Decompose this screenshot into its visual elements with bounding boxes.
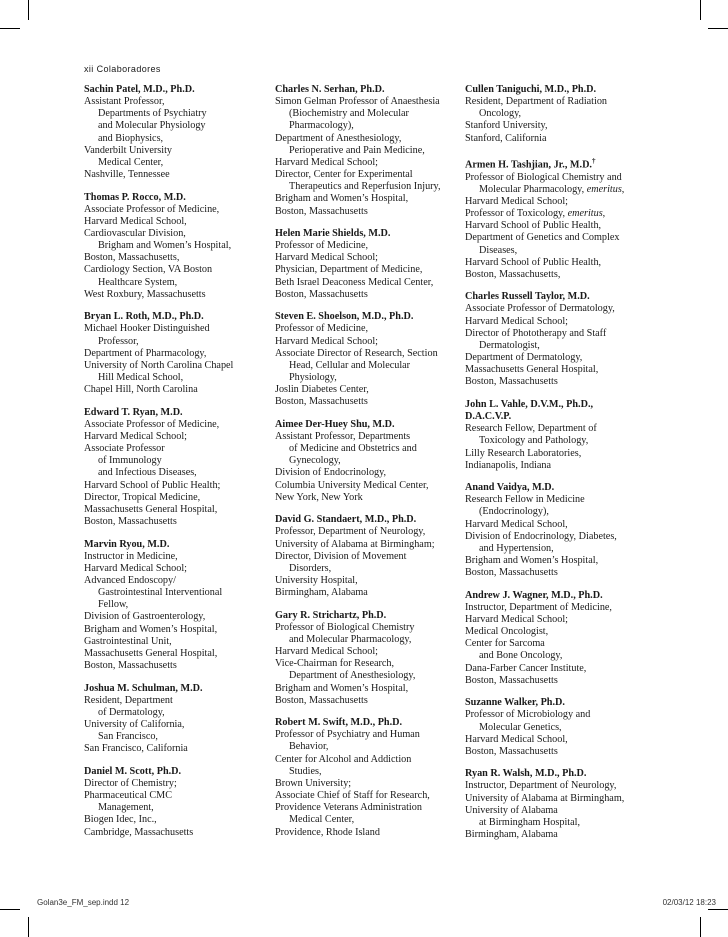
affiliation-line: Vice-Chairman for Research,: [275, 658, 395, 670]
affiliation-line: Indianapolis, Indiana: [465, 459, 552, 471]
affiliation-line: Birmingham, Alabama: [465, 829, 558, 841]
affiliation-line: and Hypertension,: [479, 542, 554, 554]
contributor-name: Gary R. Strichartz, Ph.D.: [275, 609, 387, 621]
contributor-name: Marvin Ryou, M.D.: [84, 538, 170, 550]
affiliation-line: Boston, Massachusetts: [84, 516, 177, 528]
affiliation-line: Brigham and Women’s Hospital,: [275, 193, 409, 205]
affiliation-line: Cambridge, Massachusetts: [84, 826, 194, 838]
affiliation-line: Boston, Massachusetts: [275, 288, 368, 300]
affiliation-line: Lilly Research Laboratories,: [465, 447, 582, 459]
affiliation-line: Toxicology and Pathology,: [479, 435, 589, 447]
affiliation-line: Brigham and Women’s Hospital,: [98, 240, 232, 252]
affiliation-line: University of North Carolina Chapel: [84, 359, 234, 371]
affiliation-line: Medical Oncologist,: [465, 626, 549, 638]
affiliation-line: Dermatologist,: [479, 339, 540, 351]
affiliation-line: Perioperative and Pain Medicine,: [289, 144, 425, 156]
contributor-name: Joshua M. Schulman, M.D.: [84, 682, 203, 694]
contributor-entry: [465, 590, 665, 687]
contributor-name-cont: D.A.C.V.P.: [465, 411, 512, 423]
affiliation-line: University Hospital,: [275, 574, 358, 586]
affiliation-line: Molecular Pharmacology, emeritus,: [479, 183, 625, 195]
affiliation-line: (Biochemistry and Molecular: [289, 108, 409, 120]
contributor-name: Andrew J. Wagner, M.D., Ph.D.: [465, 589, 603, 601]
affiliation-line: Director of Chemistry;: [84, 777, 177, 789]
contributor-entry: [275, 717, 461, 839]
affiliation-line: Stanford University,: [465, 120, 548, 132]
affiliation-line: Stanford, California: [465, 132, 547, 144]
affiliation-line: Harvard Medical School,: [465, 733, 568, 745]
affiliation-line: Associate Professor of Medicine,: [84, 203, 220, 215]
affiliation-line: Harvard Medical School;: [465, 315, 568, 327]
affiliation-line: Harvard Medical School;: [84, 562, 187, 574]
contributor-name: Anand Vaidya, M.D.: [465, 482, 555, 494]
affiliation-line: Providence Veterans Administration: [275, 802, 422, 814]
affiliation-line: Boston, Massachusetts: [275, 396, 368, 408]
contributor-entry: [275, 514, 461, 599]
affiliation-line: and Bone Oncology,: [479, 650, 563, 662]
affiliation-line: Division of Gastroenterology,: [84, 611, 206, 623]
affiliation-line: Associate Professor: [84, 443, 165, 455]
affiliation-line: Harvard Medical School;: [275, 156, 378, 168]
affiliation-line: Departments of Psychiatry: [98, 108, 207, 120]
contributors-column-1: [84, 84, 270, 849]
running-head: xii Colaboradores: [84, 64, 161, 74]
affiliation-line: Research Fellow in Medicine: [465, 494, 585, 506]
affiliation-line: Boston, Massachusetts: [275, 205, 368, 217]
affiliation-line: Associate Professor of Medicine,: [84, 418, 220, 430]
affiliation-line: Massachusetts General Hospital,: [84, 647, 218, 659]
affiliation-line: Studies,: [289, 765, 322, 777]
affiliation-line: Resident, Department of Radiation: [465, 96, 608, 108]
affiliation-line: Professor of Microbiology and: [465, 709, 591, 721]
affiliation-line: Department of Genetics and Complex: [465, 232, 620, 244]
affiliation-line: Boston, Massachusetts: [465, 376, 558, 388]
affiliation-line: Professor of Biological Chemistry: [275, 621, 415, 633]
crop-mark: [700, 0, 701, 20]
contributor-entry: [84, 407, 270, 529]
affiliation-line: Director, Division of Movement: [275, 550, 407, 562]
contributor-name: Charles N. Serhan, Ph.D.: [275, 84, 385, 95]
affiliation-line: Harvard Medical School;: [275, 335, 378, 347]
affiliation-line: Harvard School of Public Health;: [84, 479, 221, 491]
footer-file: Golan3e_FM_sep.indd 12: [37, 898, 130, 907]
affiliation-line: of Immunology: [98, 455, 162, 467]
affiliation-line: Boston, Massachusetts: [84, 660, 177, 672]
deceased-mark: †: [591, 157, 596, 166]
contributor-entry: [465, 482, 665, 579]
footer-timestamp: 02/03/12 18:23: [662, 898, 716, 907]
crop-mark: [28, 0, 29, 20]
affiliation-line: at Birmingham Hospital,: [479, 816, 581, 828]
affiliation-line: Gastrointestinal Interventional: [98, 587, 223, 599]
affiliation-line: Biogen Idec, Inc.,: [84, 814, 157, 826]
affiliation-line: Medical Center,: [289, 814, 355, 826]
contributor-entry: [84, 766, 270, 839]
contributor-name: Suzanne Walker, Ph.D.: [465, 697, 565, 709]
affiliation-line: Therapeutics and Reperfusion Injury,: [289, 181, 441, 193]
contributor-name: Ryan R. Walsh, M.D., Ph.D.: [465, 768, 587, 780]
crop-mark: [700, 917, 701, 937]
affiliation-line: Hill Medical School,: [98, 372, 184, 384]
affiliation-line: Gynecology,: [289, 455, 341, 467]
contributor-entry: [465, 155, 665, 281]
affiliation-line: Professor of Medicine,: [275, 323, 369, 335]
affiliation-line: Gastrointestinal Unit,: [84, 635, 172, 647]
affiliation-line: Professor of Toxicology, emeritus,: [465, 208, 606, 220]
affiliation-line: Instructor, Department of Neurology,: [465, 780, 617, 792]
affiliation-line: Healthcare System,: [98, 276, 178, 288]
affiliation-line: Director, Tropical Medicine,: [84, 491, 201, 503]
contributors-column-3: [465, 84, 665, 852]
affiliation-line: Center for Alcohol and Addiction: [275, 753, 412, 765]
affiliation-line: Department of Anesthesiology,: [289, 670, 416, 682]
contributor-name: Steven E. Shoelson, M.D., Ph.D.: [275, 311, 414, 323]
affiliation-line: Birmingham, Alabama: [275, 587, 368, 599]
affiliation-line: University of California,: [84, 718, 185, 730]
affiliation-line: University of Alabama: [465, 804, 558, 816]
affiliation-line: Boston, Massachusetts,: [84, 252, 180, 264]
affiliation-line: Oncology,: [479, 108, 522, 120]
affiliation-line: Boston, Massachusetts: [465, 567, 558, 579]
affiliation-line: Associate Director of Research, Section: [275, 347, 438, 359]
affiliation-line: Massachusetts General Hospital,: [465, 364, 599, 376]
contributor-name: Thomas P. Rocco, M.D.: [84, 191, 186, 203]
contributor-entry: [465, 399, 665, 472]
affiliation-line: Beth Israel Deaconess Medical Center,: [275, 276, 434, 288]
contributor-entry: [465, 291, 665, 388]
affiliation-line: Instructor, Department of Medicine,: [465, 601, 612, 613]
contributor-entry: [84, 192, 270, 301]
contributor-entry: [465, 768, 665, 841]
affiliation-line: and Biophysics,: [98, 132, 164, 144]
affiliation-line: Fellow,: [98, 599, 129, 611]
affiliation-line: Professor of Biological Chemistry and: [465, 171, 622, 183]
affiliation-line: Harvard Medical School;: [275, 252, 378, 264]
affiliation-line: Center for Sarcoma: [465, 638, 545, 650]
affiliation-line: University of Alabama at Birmingham;: [275, 538, 435, 550]
affiliation-line: Associate Professor of Dermatology,: [465, 303, 615, 315]
affiliation-line: Columbia University Medical Center,: [275, 479, 429, 491]
affiliation-line: Professor, Department of Neurology,: [275, 526, 426, 538]
crop-mark: [708, 28, 728, 29]
contributor-name: Robert M. Swift, M.D., Ph.D.: [275, 717, 403, 729]
affiliation-line: Harvard Medical School;: [275, 646, 378, 658]
affiliation-line: Massachusetts General Hospital,: [84, 503, 218, 515]
affiliation-line: Providence, Rhode Island: [275, 826, 380, 838]
contributor-name: Sachin Patel, M.D., Ph.D.: [84, 84, 195, 95]
affiliation-line: and Molecular Physiology: [98, 120, 206, 132]
affiliation-line: Director of Phototherapy and Staff: [465, 327, 607, 339]
affiliation-line: of Dermatology,: [98, 706, 165, 718]
affiliation-line: Harvard School of Public Health,: [465, 220, 602, 232]
contributor-name: Aimee Der-Huey Shu, M.D.: [275, 418, 395, 430]
affiliation-line: Behavior,: [289, 741, 329, 753]
contributor-entry: [84, 311, 270, 396]
contributor-name: Bryan L. Roth, M.D., Ph.D.: [84, 311, 204, 323]
affiliation-line: Research Fellow, Department of: [465, 423, 597, 435]
affiliation-line: Nashville, Tennessee: [84, 169, 170, 181]
contributor-name: John L. Vahle, D.V.M., Ph.D.,: [465, 398, 594, 410]
affiliation-line: and Molecular Pharmacology,: [289, 633, 412, 645]
affiliation-line: Simon Gelman Professor of Anaesthesia: [275, 96, 440, 108]
affiliation-line: Harvard Medical School,: [84, 215, 187, 227]
affiliation-line: Physician, Department of Medicine,: [275, 264, 423, 276]
affiliation-line: Harvard Medical School;: [84, 430, 187, 442]
affiliation-line: Department of Dermatology,: [465, 352, 583, 364]
affiliation-line: Assistant Professor, Departments: [275, 430, 411, 442]
affiliation-line: Harvard Medical School;: [465, 613, 568, 625]
affiliation-line: Management,: [98, 802, 154, 814]
affiliation-line: Head, Cellular and Molecular: [289, 359, 411, 371]
affiliation-line: Boston, Massachusetts: [465, 674, 558, 686]
contributor-entry: [275, 311, 461, 408]
contributor-entry: [84, 683, 270, 756]
affiliation-line: Pharmacology),: [289, 120, 354, 132]
affiliation-line: Boston, Massachusetts: [275, 694, 368, 706]
affiliation-line: Director, Center for Experimental: [275, 169, 413, 181]
affiliation-line: Brigham and Women’s Hospital,: [275, 682, 409, 694]
affiliation-line: Professor of Psychiatry and Human: [275, 729, 420, 741]
affiliation-line: Chapel Hill, North Carolina: [84, 384, 198, 396]
affiliation-line: Physiology,: [289, 372, 337, 384]
affiliation-line: Molecular Genetics,: [479, 721, 562, 733]
affiliation-line: Harvard Medical School;: [465, 195, 568, 207]
contributor-name: David G. Standaert, M.D., Ph.D.: [275, 514, 417, 526]
affiliation-line: Boston, Massachusetts: [465, 745, 558, 757]
contributor-entry: [275, 610, 461, 707]
affiliation-line: Diseases,: [479, 244, 518, 256]
contributor-name: Helen Marie Shields, M.D.: [275, 228, 391, 240]
contributor-entry: [84, 84, 270, 181]
affiliation-line: Vanderbilt University: [84, 144, 172, 156]
affiliation-line: Advanced Endoscopy/: [84, 574, 176, 586]
affiliation-line: Brigham and Women’s Hospital,: [465, 555, 599, 567]
contributor-name: Daniel M. Scott, Ph.D.: [84, 765, 182, 777]
affiliation-line: Assistant Professor,: [84, 96, 165, 108]
affiliation-line: (Endocrinology),: [479, 506, 549, 518]
affiliation-line: Joslin Diabetes Center,: [275, 384, 369, 396]
affiliation-line: Harvard School of Public Health,: [465, 256, 602, 268]
affiliation-line: Harvard Medical School,: [465, 518, 568, 530]
affiliation-line: Brigham and Women’s Hospital,: [84, 623, 218, 635]
affiliation-line: Division of Endocrinology,: [275, 467, 387, 479]
affiliation-line: Department of Anesthesiology,: [275, 132, 402, 144]
contributor-entry: [275, 228, 461, 301]
contributor-entry: [465, 84, 665, 145]
affiliation-line: Pharmaceutical CMC: [84, 790, 172, 802]
affiliation-line: Resident, Department: [84, 694, 173, 706]
contributor-name: Cullen Taniguchi, M.D., Ph.D.: [465, 84, 597, 95]
affiliation-line: Division of Endocrinology, Diabetes,: [465, 530, 617, 542]
crop-mark: [28, 917, 29, 937]
crop-mark: [0, 28, 20, 29]
affiliation-line: Professor,: [98, 335, 139, 347]
affiliation-line: New York, New York: [275, 491, 363, 503]
affiliation-line: Associate Chief of Staff for Research,: [275, 790, 430, 802]
affiliation-line: Disorders,: [289, 562, 332, 574]
affiliation-line: Cardiovascular Division,: [84, 228, 186, 240]
affiliation-line: Medical Center,: [98, 156, 164, 168]
affiliation-line: Instructor in Medicine,: [84, 550, 178, 562]
affiliation-line: Cardiology Section, VA Boston: [84, 264, 213, 276]
contributor-name: Edward T. Ryan, M.D.: [84, 406, 183, 418]
affiliation-line: Brown University;: [275, 777, 352, 789]
affiliation-line: and Infectious Diseases,: [98, 467, 197, 479]
crop-mark: [0, 909, 20, 910]
contributor-entry: [465, 697, 665, 758]
contributor-entry: [275, 84, 461, 218]
affiliation-line: Boston, Massachusetts,: [465, 268, 561, 280]
affiliation-line: of Medicine and Obstetrics and: [289, 443, 417, 455]
affiliation-line: Professor of Medicine,: [275, 240, 369, 252]
affiliation-line: Dana-Farber Cancer Institute,: [465, 662, 587, 674]
affiliation-line: Michael Hooker Distinguished: [84, 323, 210, 335]
affiliation-line: San Francisco,: [98, 731, 158, 743]
contributor-name: Armen H. Tashjian, Jr., M.D.†: [465, 157, 596, 171]
affiliation-line: Department of Pharmacology,: [84, 347, 207, 359]
contributors-column-2: [275, 84, 461, 849]
crop-mark: [708, 909, 728, 910]
contributor-name: Charles Russell Taylor, M.D.: [465, 291, 590, 303]
affiliation-line: San Francisco, California: [84, 743, 188, 755]
affiliation-line: University of Alabama at Birmingham,: [465, 792, 625, 804]
affiliation-line: West Roxbury, Massachusetts: [84, 288, 206, 300]
contributor-entry: [84, 539, 270, 673]
contributor-entry: [275, 419, 461, 504]
